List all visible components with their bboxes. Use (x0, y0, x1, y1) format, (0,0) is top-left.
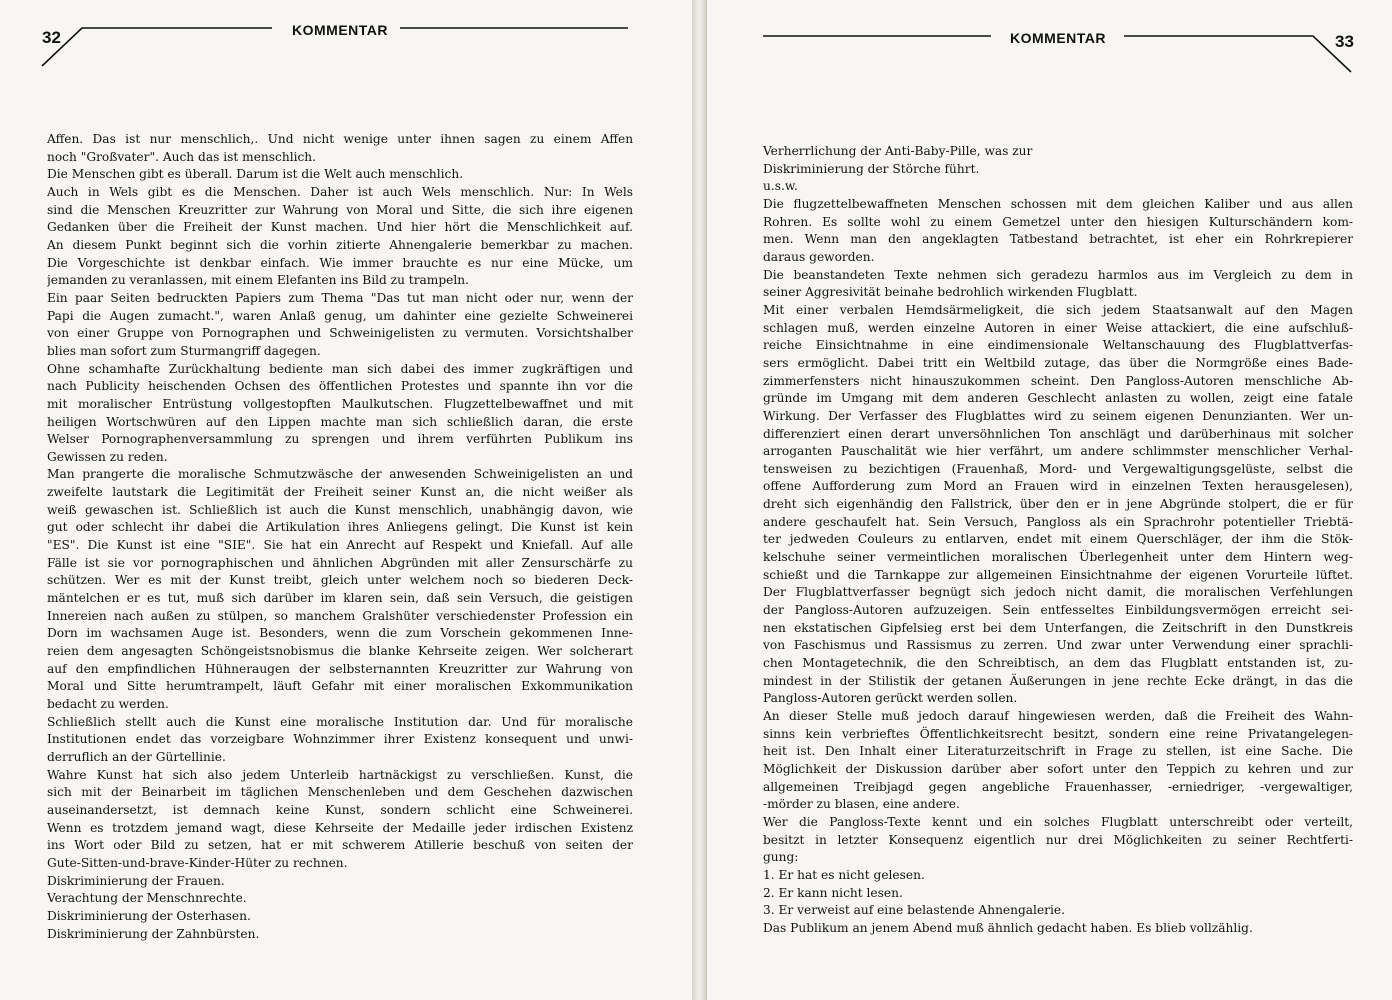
text-line: tensweisen zu bezichtigen (Frauenhaß, Mord- und Vergewaltigungsgelüste, selbst die (763, 461, 1353, 476)
text-line: gung: (763, 850, 799, 865)
text-line: "ES". Die Kunst ist eine "SIE". Sie hat ein Anrecht auf Respekt und Kniefall. Auf alle (47, 538, 633, 553)
text-line: Innereien nach außen zu stülpen, so manchem Gralshüter verschiedenster Profession ein (47, 608, 633, 623)
text-line: Moral und Sitte herumtrampelt, läuft Gefahr mit einer moralischen Exkommunikation (47, 679, 633, 694)
text-line: noch "Großvater". Auch das ist menschlich. (47, 149, 317, 164)
text-line: Dorn im wachsamen Auge ist. Besonders, wenn die zum Vorschein gekommenen Inne- (47, 626, 633, 641)
text-line: Rohren. Es sollte wohl zu einem Gemetzel unter den hiesigen Kulturschändern kom- (763, 214, 1353, 229)
text-line: 2. Er kann nicht lesen. (763, 885, 903, 900)
text-line: heit ist. Den Inhalt einer Literaturzeitschrift in Frage zu stellen, ist eine Sache. Die (763, 744, 1353, 759)
text-line: nach Publicity heischenden Ochsen des öffentlichen Protestes und spannte ihn vor die (47, 379, 633, 394)
text-line: Welser Pornographenversammlung zu sprengen und ihrem verführten Publikum ins (47, 432, 633, 447)
text-line: Diskriminierung der Zahnbürsten. (47, 926, 260, 941)
text-line: Verherrlichung der Anti-Baby-Pille, was zur (763, 144, 1033, 158)
text-line: Das Publikum an jenem Abend muß ähnlich gedacht haben. Es blieb vollzählig. (763, 920, 1253, 935)
text-line: men. Wenn man den angeklagten Tatbestand betrachtet, ist eher ein Rohrkrepierer (763, 232, 1353, 247)
text-line: sers ermöglicht. Dabei tritt ein Weltbild zutage, das über die Normgröße eines Bade- (763, 355, 1353, 370)
text-line: arroganten Pauschalität wie hier verfährt, um andere schlimmster menschlicher Verhal- (763, 444, 1353, 459)
text-line: Fälle ist sie vor pornographischen und ähnlichen Abgründen mit aller Zensurschärfe zu (47, 555, 633, 570)
text-line: sich mit der Beinarbeit im täglichen Menschenleben und dem Geschehen dazwischen (47, 785, 633, 800)
text-line: Ohne schamhafte Zurückhaltung bediente man sich dabei des immer zugkräftigen und (47, 361, 633, 376)
text-line: allgemeinen Treibjagd gegen angebliche Frauenhasser, -erniedriger, -vergewaltiger, (763, 779, 1353, 794)
text-line: derruflich an der Gürtellinie. (47, 749, 226, 764)
left-page (0, 0, 693, 1000)
left-header-rule (0, 0, 692, 80)
text-line: Gedanken über die Freiheit der Kunst machen. Und hier hört die Menschlichkeit auf. (47, 220, 633, 235)
text-line: nen ekstatischen Gipfelsieg erst bei dem Unterfangen, die Zeitschrift in den Dunstkreis (763, 620, 1353, 635)
text-line: Wirkung. Der Verfasser des Flugblattes wird zu seinem eigenen Denunzianten. Wer un- (763, 408, 1353, 423)
text-line: Affen. Das ist nur menschlich,. Und nicht wenige unter ihnen sagen zu einem Affen (47, 132, 633, 146)
text-line: Die flugzettelbewaffneten Menschen schossen mit dem gleichen Kaliber und aus allen (763, 196, 1353, 211)
right-running-head: KOMMENTAR (1010, 30, 1107, 46)
text-line: Schließlich stellt auch die Kunst eine moralische Institution dar. Und für moralische (47, 714, 633, 729)
text-line: Die Menschen gibt es überall. Darum ist die Welt auch menschlich. (47, 167, 464, 182)
text-line: Möglichkeit der Diskussion darüber aber sofort unter den Teppich zu kehren und zur (763, 761, 1353, 776)
text-line: auf den empfindlichen Hühneraugen der selbsternannten Kreuzritter zur Wahrung von (47, 661, 633, 676)
text-line: Die Vorgeschichte ist denkbar einfach. Wie immer brauchte es nur eine Mücke, um (47, 255, 633, 270)
text-line: Institutionen endet das vorzeigbare Wohnzimmer ihrer Existenz konsequent und unwi- (47, 732, 633, 747)
text-line: von Faschismus und Rassismus zu zerren. Und zwar unter Verwendung einer sprachli- (763, 638, 1353, 653)
text-line: 3. Er verweist auf eine belastende Ahnengalerie. (763, 903, 1065, 918)
text-line: sinns kein verbrieftes Öffentlichkeitsrecht besitzt, sondern eine reine Privatangelegen- (763, 726, 1353, 741)
text-line: seiner Aggresivität beinahe bedrohlich wirkenden Flugblatt. (763, 285, 1138, 300)
book-gutter (692, 0, 706, 1000)
text-line: Diskriminierung der Frauen. (47, 873, 225, 888)
text-line: besitzt in letzter Konsequenz eigentlich nur drei Möglichkeiten zu seiner Rechtferti- (763, 832, 1353, 847)
left-page-number: 32 (42, 28, 61, 47)
right-page-number: 33 (1335, 32, 1354, 51)
text-line: ter jedweden Couleurs zu entlarven, endet mit einem Querschläger, der ihm die Stök- (763, 532, 1353, 547)
text-line: An diesem Punkt beginnt sich die vorhin zitierte Ahnengalerie bemerkbar zu machen. (47, 237, 633, 252)
text-line: dreht sich eigenhändig den Fallstrick, über den er in jene Abgründe stolpert, die er für (763, 497, 1353, 512)
left-running-head: KOMMENTAR (292, 22, 389, 38)
text-line: reiche Einsichtnahme in eine eindimensionale Weltanschauung des Flugblattverfas- (763, 338, 1353, 353)
text-line: andere geschaufelt hat. Sein Versuch, Pangloss als ein Sprachrohr potentieller Triebtä- (763, 514, 1353, 529)
text-line: Gute-Sitten-und-brave-Kinder-Hüter zu rechnen. (47, 855, 348, 870)
right-body-text (763, 143, 1353, 938)
text-line: chen Montagetechnik, die den Schreibtisch, an dem das Flugblatt entstanden ist, zu- (763, 656, 1353, 671)
text-line: zweifelte lautstark die Legitimität der Freiheit seiner Kunst an, die nicht weißer als (47, 485, 633, 500)
text-line: Mit einer verbalen Hemdsärmeligkeit, die sich jedem Staatsanwalt auf den Magen (763, 302, 1353, 317)
text-line: Ein paar Seiten bedruckten Papiers zum Thema "Das tut man nicht oder nur, wenn der (47, 290, 633, 305)
text-line: Wenn es trotzdem jemand wagt, diese Kehrseite der Medaille jeder irdischen Existenz (47, 820, 633, 835)
text-line: differenziert einen derart unversöhnlichen Ton anschlägt und darüberhinaus mit solcher (763, 426, 1353, 441)
text-line: der Pangloss-Autoren aufzuzeigen. Sein entfesseltes Einbildungsvermögen erreicht sei- (763, 603, 1353, 618)
text-line: Verachtung der Menschnrechte. (47, 891, 247, 906)
text-line: blies man sofort zum Sturmangriff dagegen. (47, 343, 321, 358)
text-line: zimmerfensters nicht hinauszukommen scheint. Den Pangloss-Autoren menschliche Ab- (763, 373, 1353, 388)
text-line: daraus geworden. (763, 249, 875, 264)
text-line: Diskriminierung der Osterhasen. (47, 908, 251, 923)
text-line: Papi die Augen zumacht.", waren Anlaß genug, um dahinter eine gezielte Schweinerei (47, 308, 633, 323)
text-line: heiligen Wortschwüren auf den Lippen machte man sich schließlich daran, die erste (47, 414, 633, 429)
text-line: Der Flugblattverfasser begnügt sich jedoch nicht damit, die moralischen Verfehlungen (763, 585, 1353, 600)
text-line: schießt und die Tarnkappe zur allgemeinen Einsichtnahme der eigenen Vorurteile lüftet. (763, 567, 1353, 582)
text-line: Die beanstandeten Texte nehmen sich geradezu harmlos aus im Vergleich zu dem in (763, 267, 1353, 282)
text-line: reien dem angesagten Schöngeistsnobismus die blanke Kehrseite zeigen. Wer solcherart (47, 644, 633, 659)
text-line: auseinandersetzt, ist demnach keine Kunst, sondern schlicht eine Schweinerei. (47, 802, 633, 817)
text-line: Wahre Kunst hat sich also jedem Unterleib hartnäckigst zu verschließen. Kunst, die (47, 767, 633, 782)
text-line: An dieser Stelle muß jedoch darauf hingewiesen werden, daß die Freiheit des Wahn- (763, 709, 1353, 723)
right-page (706, 0, 1392, 1000)
text-line: sind die Menschen Kreuzritter zur Wahrung von Moral und Sitte, die sich ihre eigenen (47, 202, 633, 217)
text-line: bedacht zu werden. (47, 697, 169, 711)
left-body-text (47, 131, 633, 943)
text-line: Diskriminierung der Störche führt. (763, 161, 980, 176)
text-line: Auch in Wels gibt es die Menschen. Daher ist auch Wels menschlich. Nur: In Wels (47, 184, 633, 199)
text-line: gründe im Umgang mit dem anderen Geschlecht anlasten zu wollen, zeigt eine fatale (763, 391, 1353, 406)
text-line: mäntelchen er es tut, muß sich darüber im klaren sein, daß sein Versuch, die geistigen (47, 591, 633, 606)
text-line: Pangloss-Autoren gerückt werden sollen. (763, 691, 1018, 706)
text-line: schützen. Wer es mit der Kunst treibt, gleich unter welchem noch so biederen Deck- (47, 573, 633, 588)
text-line: mit moralischer Entrüstung vollgestopften Maulkutschen. Flugzettelbewaffnet und mit (47, 396, 633, 411)
text-line: kelschuhe seiner vermeintlichen moralischen Überlegenheit unter dem Hintern weg- (763, 550, 1353, 565)
text-line: Wer die Pangloss-Texte kennt und ein solches Flugblatt unterschreibt oder verteilt, (763, 814, 1353, 829)
text-line: mindest in der Stilistik der getanen Äußerungen in jene rechte Ecke drängt, in das die (763, 673, 1353, 688)
text-line: -mörder zu blasen, eine andere. (763, 797, 960, 812)
text-line: von einer Gruppe von Pornographen und Schweinigelisten zu vermuten. Vorsichtshalber (47, 326, 633, 341)
text-line: jemanden zu veranlassen, mit einem Elefanten ins Bild zu trampeln. (47, 273, 469, 288)
text-line: gut oder schlecht ihr dabei die Artikulation ihres Anliegens gelingt. Die Kunst ist kein (47, 520, 633, 535)
text-line: schlagen muß, werden einzelne Autoren in einer Weise attackiert, die eine aufschluß- (763, 320, 1353, 335)
text-line: weiß gewaschen ist. Schließlich ist auch die Kunst menschlich, unabhängig davon, wie (47, 502, 633, 517)
text-line: offene Aufforderung zum Mord an Frauen wird in einzelnen Texten herausgelesen), (763, 479, 1353, 494)
text-line: 1. Er hat es nicht gelesen. (763, 867, 925, 882)
text-line: Man prangerte die moralische Schmutzwäsche der anwesenden Schweinigelisten an und (47, 467, 633, 482)
text-line: Gewissen zu reden. (47, 449, 168, 464)
text-line: u.s.w. (763, 179, 798, 194)
text-line: ins Wort oder Bild zu setzen, hat er mit schwerem Atillerie beschuß von seiten der (47, 838, 633, 853)
